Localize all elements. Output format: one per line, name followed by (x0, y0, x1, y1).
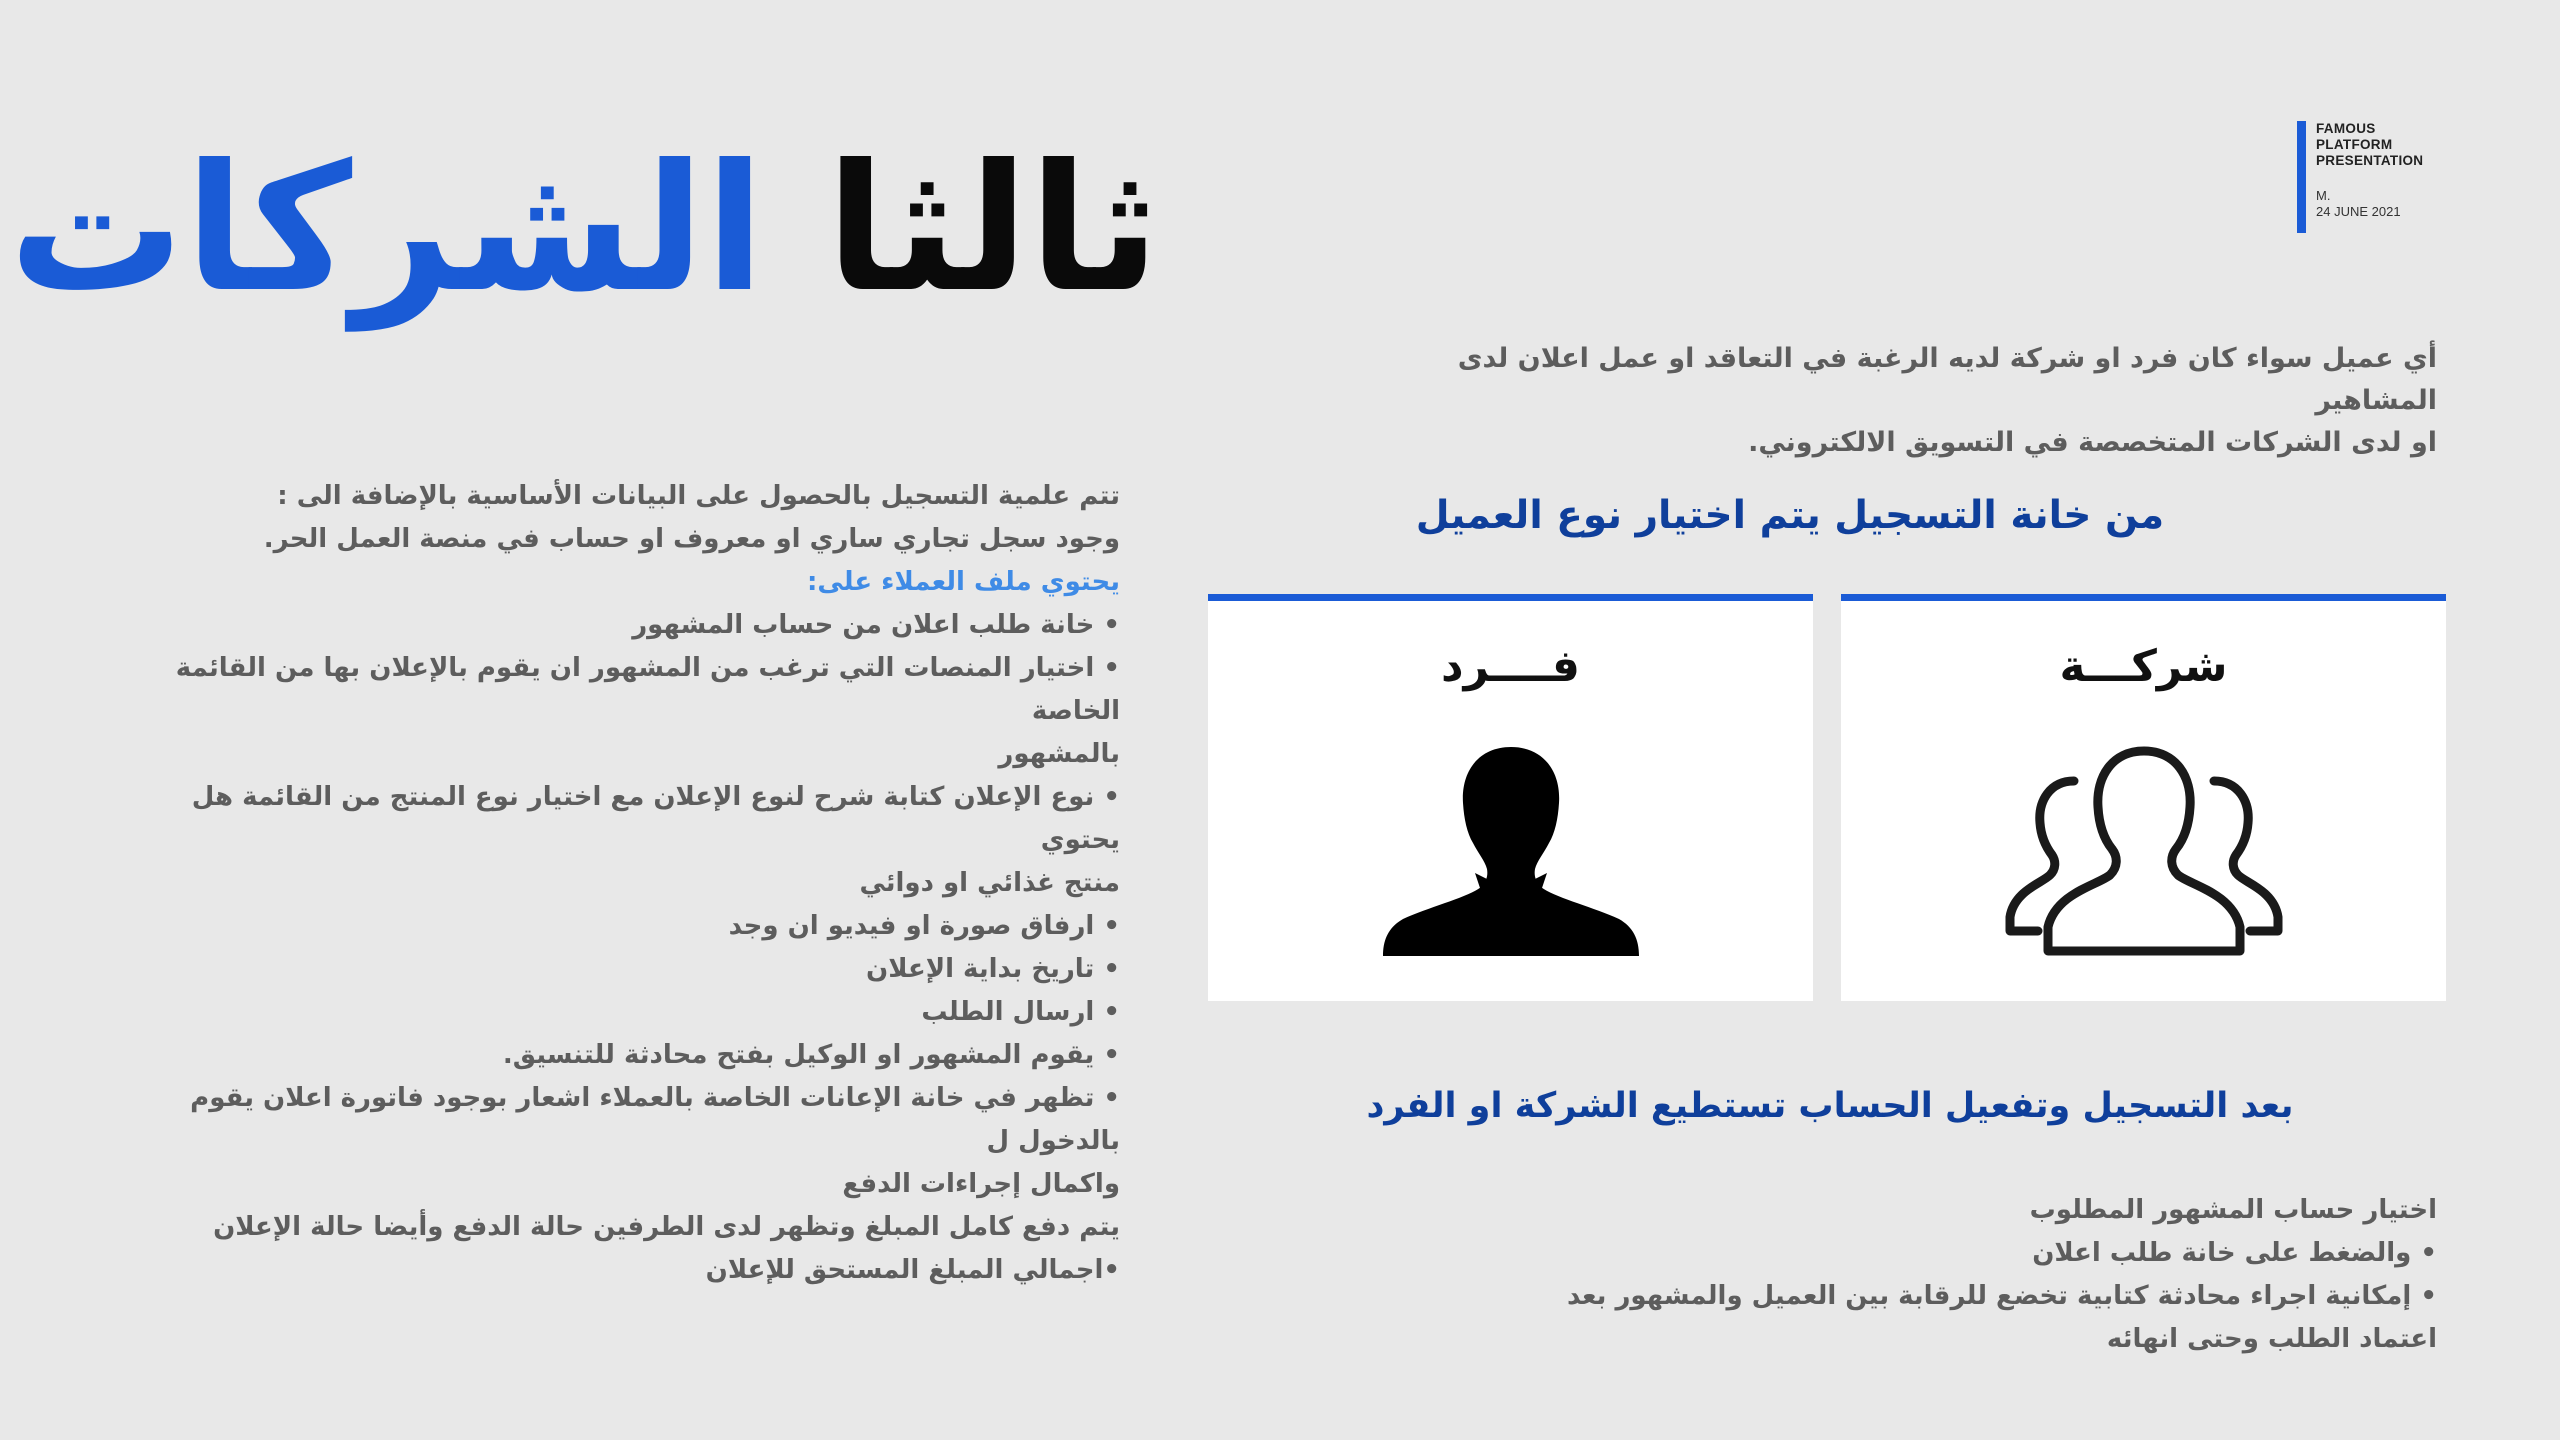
list-item: • خانة طلب اعلان من حساب المشهور (632, 610, 1120, 640)
list-item: •اجمالي المبلغ المستحق للإعلان (705, 1255, 1120, 1285)
badge-date: 24 JUNE 2021 (2316, 204, 2401, 219)
badge-line-2: PLATFORM (2316, 137, 2393, 152)
list-item: • ارفاق صورة او فيديو ان وجد (728, 911, 1120, 941)
intro-line-1: أي عميل سواء كان فرد او شركة لديه الرغبة في التعاقد او عمل اعلان لدى المشاهير (1457, 343, 2437, 416)
list-item: اعتماد الطلب وحتى انهائه (2106, 1324, 2437, 1354)
individual-card-label: فــــرد (1441, 641, 1580, 692)
list-item: • تظهر في خانة الإعانات الخاصة بالعملاء اشعار بوجود فاتورة اعلان يقوم بالدخول ل (190, 1083, 1120, 1156)
list-item: تتم علمية التسجيل بالحصول على البيانات الأساسية بالإضافة الى : (277, 481, 1120, 511)
registration-details-list (110, 475, 1120, 1292)
list-item: اختيار حساب المشهور المطلوب (2029, 1195, 2437, 1225)
page-title (8, 128, 1160, 331)
list-item: • إمكانية اجراء محادثة كتابية تخضع للرقابة بين العميل والمشهور بعد (1566, 1281, 2437, 1311)
intro-paragraph (1400, 338, 2437, 464)
badge-line-1: FAMOUS (2316, 121, 2376, 136)
list-item: واكمال إجراءات الدفع (842, 1169, 1120, 1199)
intro-line-2: او لدى الشركات المتخصصة في التسويق الالكتروني. (1748, 427, 2437, 458)
list-item: بالمشهور (998, 739, 1120, 769)
client-type-heading: من خانة التسجيل يتم اختيار نوع العميل (1415, 493, 2165, 538)
company-card-label: شركـــة (2059, 641, 2228, 692)
page-title-part1: ثالثا (825, 128, 1160, 331)
list-item: يتم دفع كامل المبلغ وتظهر لدى الطرفين حالة الدفع وأيضا حالة الإعلان (213, 1212, 1120, 1242)
after-registration-heading: بعد التسجيل وتفعيل الحساب تستطيع الشركة او الفرد (1366, 1086, 2294, 1126)
list-subheading: يحتوي ملف العملاء على: (807, 567, 1120, 597)
list-item: • تاريخ بداية الإعلان (866, 954, 1120, 984)
page-title-part2: الشركات (8, 128, 765, 331)
group-users-icon (2004, 741, 2284, 965)
badge-line-3: PRESENTATION (2316, 153, 2424, 168)
individual-card[interactable] (1208, 594, 1813, 1001)
company-card[interactable] (1841, 594, 2446, 1001)
list-item: • والضغط على خانة طلب اعلان (2032, 1238, 2437, 1268)
list-item: • نوع الإعلان كتابة شرح لنوع الإعلان مع اختيار نوع المنتج من القائمة هل يحتوي (191, 782, 1120, 855)
person-silhouette-icon (1381, 741, 1641, 960)
list-item: • اختيار المنصات التي ترغب من المشهور ان يقوم بالإعلان بها من القائمة الخاصة (175, 653, 1120, 726)
badge-accent-bar (2297, 121, 2306, 233)
list-item: وجود سجل تجاري ساري او معروف او حساب في منصة العمل الحر. (263, 524, 1120, 554)
after-registration-list (1540, 1189, 2437, 1361)
list-item: • يقوم المشهور او الوكيل بفتح محادثة للتنسيق. (502, 1040, 1120, 1070)
presentation-badge (2316, 121, 2516, 220)
list-item: منتج غذائي او دوائي (859, 868, 1120, 898)
badge-author: M. (2316, 188, 2331, 203)
list-item: • ارسال الطلب (921, 997, 1120, 1027)
